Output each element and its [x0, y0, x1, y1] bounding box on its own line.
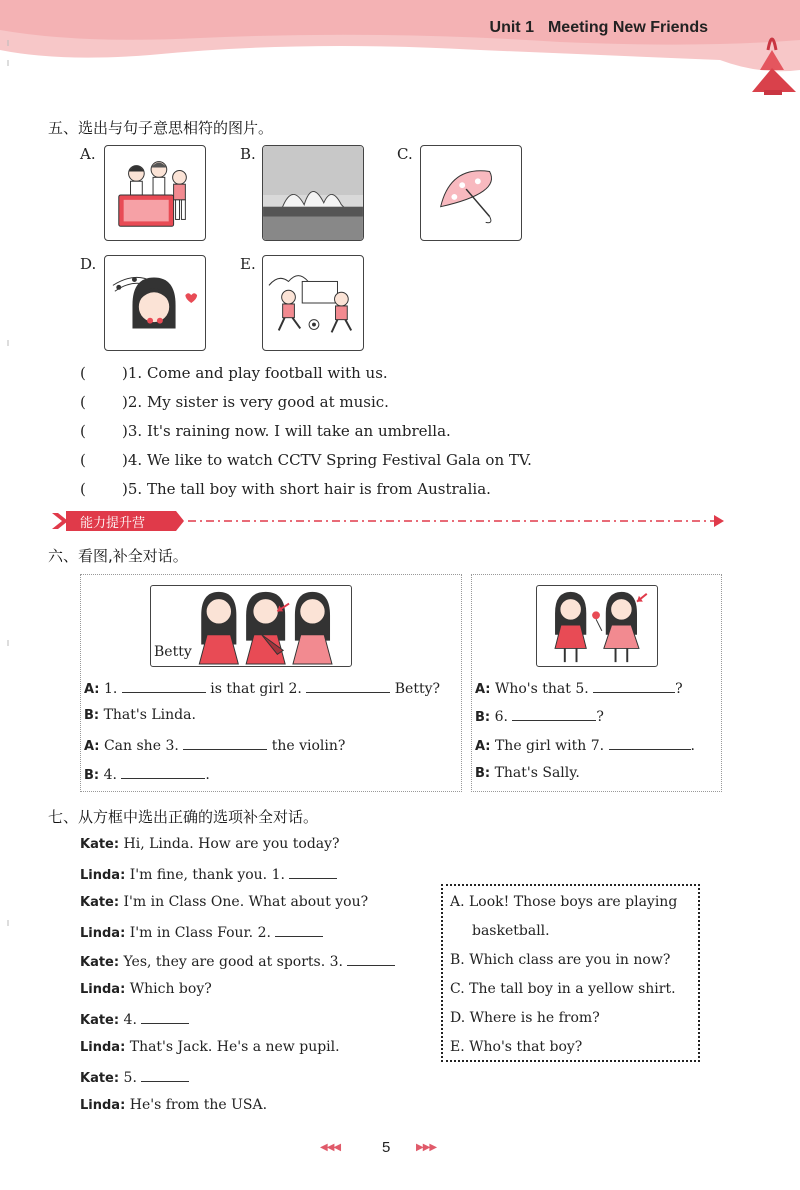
option-d: D. Where is he from?: [450, 1010, 600, 1026]
section7-heading: 七、从方框中选出正确的选项补全对话。: [48, 808, 319, 826]
dialogue-line: Kate: 4.: [80, 1010, 189, 1028]
answer-blank[interactable]: (: [80, 364, 86, 382]
dialogue-line: Kate: I'm in Class One. What about you?: [80, 894, 369, 910]
options-box: [441, 884, 700, 1062]
option-e: E. Who's that boy?: [450, 1039, 583, 1055]
next-arrows-icon: ▶▶▶: [416, 1142, 437, 1153]
dialogue-line: B: That's Sally.: [475, 765, 580, 781]
option-c: C. The tall boy in a yellow shirt.: [450, 981, 676, 997]
dialogue-line: A: Who's that 5. ?: [475, 681, 683, 697]
question-row: ( )4. We like to watch CCTV Spring Festival Gala on TV.: [80, 451, 532, 469]
blank-1[interactable]: [122, 679, 206, 693]
dialogue-line: A: 1. is that girl 2. Betty?: [84, 681, 440, 697]
prev-arrows-icon: ◀◀◀: [320, 1142, 341, 1153]
option-a: A. Look! Those boys are playing: [450, 894, 678, 910]
binding-margin-marks: [2, 40, 14, 940]
question-row: ( )2. My sister is very good at music.: [80, 393, 389, 411]
blank-5[interactable]: [593, 679, 675, 693]
dialogue-line: Linda: He's from the USA.: [80, 1097, 268, 1113]
answer-blank[interactable]: (: [80, 451, 86, 469]
option-a-continued: basketball.: [472, 923, 550, 939]
option-letter-a: A.: [80, 145, 96, 163]
dialogue-line: Linda: Which boy?: [80, 981, 212, 997]
question-row: ( )3. It's raining now. I will take an umbrella.: [80, 422, 451, 440]
blank-6[interactable]: [512, 707, 596, 721]
page-number: 5: [382, 1139, 391, 1156]
question-text: It's raining now. I will take an umbrella.: [146, 422, 451, 440]
blank-3[interactable]: [183, 736, 267, 750]
option-letter-d: D.: [80, 255, 97, 273]
picture-umbrella: [420, 145, 522, 241]
picture-girl-listening-music: [104, 255, 206, 351]
blank-5[interactable]: [141, 1068, 189, 1082]
dialogue-line: A: Can she 3. the violin?: [84, 738, 346, 754]
picture-boys-playing-football: [262, 255, 364, 351]
picture-family-watching-tv: [104, 145, 206, 241]
question-text: We like to watch CCTV Spring Festival Gala on TV.: [146, 451, 532, 469]
question-text: The tall boy with short hair is from Australia.: [146, 480, 491, 498]
blank-3[interactable]: [347, 952, 395, 966]
dialogue-line: A: The girl with 7. .: [475, 738, 695, 754]
picture-two-girls: [536, 585, 658, 667]
unit-number: Unit 1: [489, 19, 534, 36]
dialogue-line: B: That's Linda.: [84, 707, 196, 723]
blank-1[interactable]: [289, 865, 337, 879]
option-b: B. Which class are you in now?: [450, 952, 671, 968]
option-letter-b: B.: [240, 145, 256, 163]
dialogue-line: Kate: Hi, Linda. How are you today?: [80, 836, 340, 852]
question-text: My sister is very good at music.: [146, 393, 389, 411]
blank-4[interactable]: [121, 765, 205, 779]
dialogue-line: Linda: I'm in Class Four. 2.: [80, 923, 323, 941]
picture-label-betty: Betty: [154, 644, 192, 660]
blank-2[interactable]: [275, 923, 323, 937]
dialogue-line: B: 6. ?: [475, 709, 604, 725]
question-text: Come and play football with us.: [146, 364, 388, 382]
unit-title: [490, 19, 722, 37]
section-banner: [48, 509, 728, 533]
page-header: [0, 0, 800, 95]
question-row: ( )5. The tall boy with short hair is from Australia.: [80, 480, 491, 498]
dialogue-line: Kate: Yes, they are good at sports. 3.: [80, 952, 395, 970]
section5-heading: 五、选出与句子意思相符的图片。: [48, 119, 274, 137]
dialogue-line: Linda: That's Jack. He's a new pupil.: [80, 1039, 340, 1055]
answer-blank[interactable]: (: [80, 422, 86, 440]
picture-sydney-opera-house: [262, 145, 364, 241]
section6-heading: 六、看图,补全对话。: [48, 547, 188, 565]
blank-2[interactable]: [306, 679, 390, 693]
dialogue-line: Kate: 5.: [80, 1068, 189, 1086]
answer-blank[interactable]: (: [80, 393, 86, 411]
banner-label: 能力提升营: [80, 516, 146, 531]
dialogue-line: B: 4. .: [84, 767, 210, 783]
picture-three-girls: [150, 585, 352, 667]
answer-blank[interactable]: (: [80, 480, 86, 498]
header-decoration: [0, 0, 800, 95]
page-footer: [320, 1139, 460, 1159]
unit-name: Meeting New Friends: [547, 19, 708, 36]
question-row: ( )1. Come and play football with us.: [80, 364, 388, 382]
option-letter-c: C.: [397, 145, 413, 163]
option-letter-e: E.: [240, 255, 256, 273]
dialogue-line: Linda: I'm fine, thank you. 1.: [80, 865, 337, 883]
blank-7[interactable]: [609, 736, 691, 750]
blank-4[interactable]: [141, 1010, 189, 1024]
